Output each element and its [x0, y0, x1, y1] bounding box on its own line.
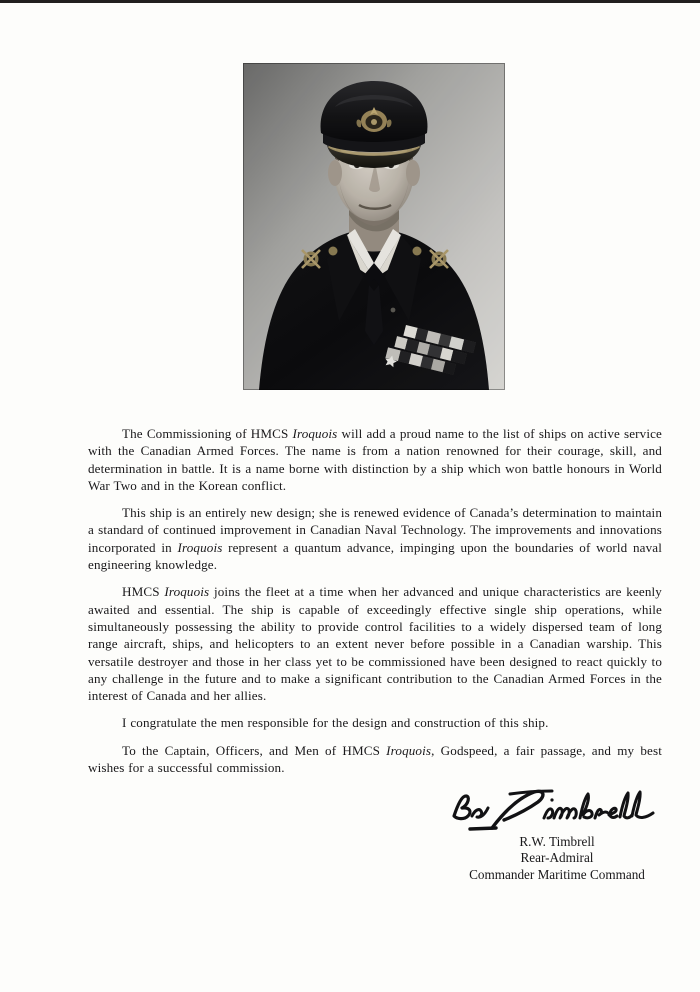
paragraph-congratulate: I congratulate the men responsible for the design and construction of this ship.	[122, 715, 549, 731]
paragraph-new-design: This ship is an entirely new design; she is renewed evidence of Canada’s determination to maintain a standard of continued improvement in Canadian Naval Technology. The improvements and innovations incorporated in Iroquois represent a quantum advance, impinging upon the boundaries of world naval engineering knowledge.	[88, 505, 662, 573]
paragraph-joins-fleet: HMCS Iroquois joins the fleet at a time when her advanced and unique characteristics are keenly awaited and essential. The ship is capable of exceedingly effective single ship operations, while simultaneously possessing the ability to provide control facilities to a widely dispersed team of long range aircraft, ships, and helicopters to an extent never before possible in a Canadian warship. This versatile destroyer and those in her class yet to be commissioned have been designed to react quickly to any challenge in the future and to make a significant contribution to the Canadian Armed Forces in the interest of Canada and her allies.	[88, 584, 662, 704]
paragraph-commissioning: The Commissioning of HMCS Iroquois will add a proud name to the list of ships on active service with the Canadian Armed Forces. The name is from a nation renowned for their courage, skill, and determination in battle. It is a name borne with distinction by a ship which won battle honours in World War Two and in the Korean conflict.	[88, 426, 662, 493]
ship-name-italic: Iroquois	[177, 539, 223, 555]
signature-rank: Rear-Admiral	[520, 850, 594, 866]
scan-edge-artifact	[0, 0, 700, 3]
signature-block	[432, 788, 682, 883]
paragraph-godspeed: To the Captain, Officers, and Men of HMCS Iroquois, Godspeed, a fair passage, and my best wishes for a successful commission.	[88, 742, 662, 776]
letter-body	[88, 425, 662, 776]
handwritten-signature	[432, 788, 682, 834]
ship-name-italic: Iroquois	[292, 426, 338, 441]
signature-name: R.W. Timbrell	[519, 834, 595, 849]
officer-portrait-photo	[243, 63, 505, 390]
ship-name-italic: Iroquois	[386, 742, 432, 758]
ship-name-italic: Iroquois	[164, 584, 210, 600]
signature-title: Commander Maritime Command	[469, 866, 645, 882]
